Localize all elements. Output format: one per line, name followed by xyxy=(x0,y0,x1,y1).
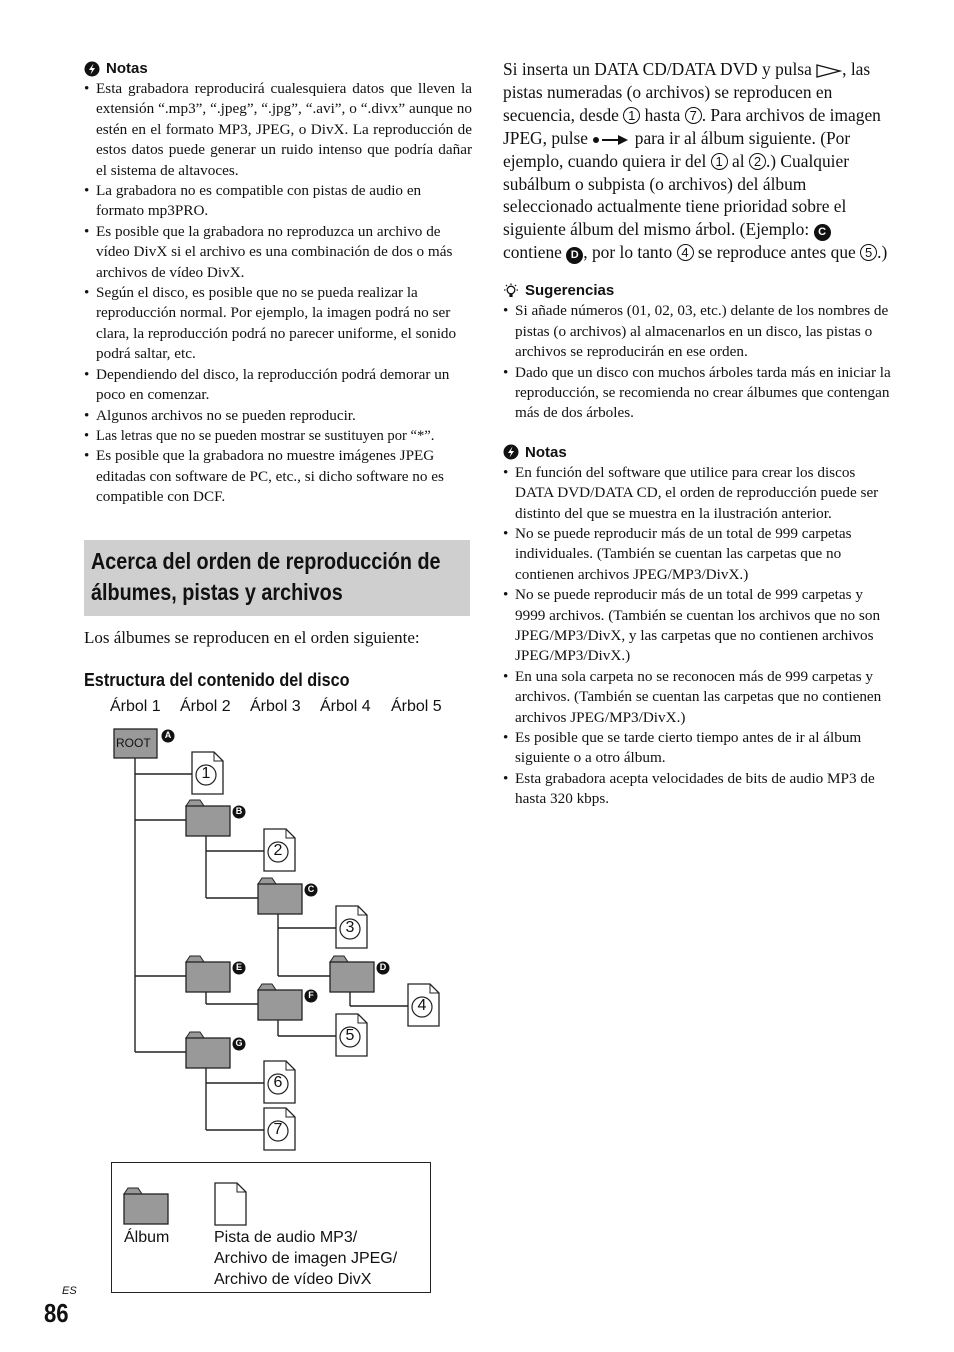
track-ref-2: 2 xyxy=(749,153,766,170)
album-letter-d: D xyxy=(379,962,387,972)
list-item: • Dado que un disco con muchos árboles tarda más en iniciar la reproducción, se recomienda no crear álbumes que contengan más de dos árboles. xyxy=(503,363,891,424)
album-letter-a: A xyxy=(164,730,172,740)
legend-album-label: Álbum xyxy=(124,1229,170,1246)
list-item: • En una sola carpeta no se reconocen más de 999 carpetas y archivos. (También se cuentan las carpetas que no contienen archivos JPEG/MP3/DivX.) xyxy=(503,667,891,728)
list-item: • Dependiendo del disco, la reproducción podrá demorar un poco en comenzar. xyxy=(84,365,472,406)
album-letter-b: B xyxy=(235,806,243,816)
list-item: • Es posible que la grabadora no reproduzca un archivo de vídeo DivX si el archivo es una combinación de dos o más archivos de vídeo DivX. xyxy=(84,222,472,283)
tree-label-3: Árbol 3 xyxy=(250,698,301,715)
track-number-4: 4 xyxy=(417,997,427,1014)
next-album-icon xyxy=(592,134,630,146)
list-item: • Las letras que no se pueden mostrar se sustituyen por “*”. xyxy=(84,426,472,446)
tree-label-2: Árbol 2 xyxy=(180,698,231,715)
track-number-3: 3 xyxy=(345,919,355,936)
list-item: • Es posible que la grabadora no muestre imágenes JPEG editadas con software de PC, etc., si dicho software no es compatible con DCF. xyxy=(84,446,472,507)
list-item: • No se puede reproducir más de un total de 999 carpetas y 9999 archivos. (También se cuentan los archivos que no son JPEG/MP3/DivX, y las carpetas que no contienen archivos JPEG/MP3/DivX.) xyxy=(503,585,891,667)
list-item: • Es posible que se tarde cierto tiempo antes de ir al álbum siguiente o a otro álbum. xyxy=(503,728,891,769)
album-folder-b xyxy=(186,800,230,836)
tree-label-4: Árbol 4 xyxy=(320,698,371,715)
album-folder-g xyxy=(186,1032,230,1068)
track-ref-1: 1 xyxy=(623,107,640,124)
list-item: • Si añade números (01, 02, 03, etc.) delante de los nombres de pistas (o archivos) al almacenarlos en un disco, las pistas o archivos se reproducirán en ese orden. xyxy=(503,301,891,362)
legend-track-label: Pista de audio MP3/ Archivo de imagen JPEG/ Archivo de vídeo DivX xyxy=(214,1229,398,1288)
track-ref-7: 7 xyxy=(685,107,702,124)
list-item: • La grabadora no es compatible con pistas de audio en formato mp3PRO. xyxy=(84,181,472,222)
tips-list xyxy=(503,301,891,423)
tree-label-1: Árbol 1 xyxy=(110,698,161,715)
album-letter-g: G xyxy=(235,1038,243,1048)
album-ref-c: C xyxy=(814,224,831,241)
list-item: • No se puede reproducir más de un total de 999 carpetas individuales. (También se cuentan las carpetas que no contienen archivos JPEG/MP3/DivX.) xyxy=(503,524,891,585)
track-ref-1b: 1 xyxy=(711,153,728,170)
right-column xyxy=(503,58,891,810)
lightbulb-icon xyxy=(503,283,519,299)
playback-order-paragraph: Si inserta un DATA CD/DATA DVD y pulsa , las pistas numeradas (o archivos) se reproducen en secuencia, desde 1 hasta 7 . Para archivos de imagen JPEG, pulse para ir al álbum siguiente. (Por ejemplo, cuando quiera ir del 1 al 2 .) Cualquier subálbum o subpista (o archivos) del álbum seleccionado actualmente tiene prioridad sobre el siguiente álbum del mismo árbol. (Ejemplo: C contiene D , por lo tanto 4 se reproduce antes que 5 .) xyxy=(503,59,888,263)
page-language: ES xyxy=(62,1285,77,1297)
track-ref-5: 5 xyxy=(860,244,877,261)
play-icon xyxy=(816,64,842,78)
track-number-1: 1 xyxy=(201,765,211,782)
track-number-2: 2 xyxy=(273,842,283,859)
album-ref-d: D xyxy=(566,247,583,264)
structure-title: Estructura del contenido del disco xyxy=(84,670,350,690)
track-ref-4: 4 xyxy=(677,244,694,261)
track-number-7: 7 xyxy=(273,1121,283,1138)
right-notes-heading: Notas xyxy=(503,444,891,461)
section-title: Acerca del orden de reproducción de álbumes, pistas y archivos xyxy=(91,548,441,605)
list-item: • Según el disco, es posible que no se pueda realizar la reproducción normal. Por ejemplo, la imagen podrá no ser clara, la reproducción podrá no parecer uniforme, el sonido podrá saltar, etc. xyxy=(84,283,472,365)
track-number-5: 5 xyxy=(345,1027,355,1044)
page-number: 86 xyxy=(44,1298,69,1328)
album-letter-e: E xyxy=(235,962,242,972)
album-letter-c: C xyxy=(307,884,315,894)
notes-icon xyxy=(503,444,519,460)
list-item: • Esta grabadora acepta velocidades de bits de audio MP3 de hasta 320 kbps. xyxy=(503,769,891,810)
album-folder-f xyxy=(258,984,302,1020)
list-item: • En función del software que utilice para crear los discos DATA DVD/DATA CD, el orden de reproducción puede ser distinto del que se muestra en la ilustración anterior. xyxy=(503,463,891,524)
album-folder-e xyxy=(186,956,230,992)
album-folder-c xyxy=(258,878,302,914)
right-notes-list xyxy=(503,463,891,810)
notes-heading: Notas xyxy=(84,60,472,77)
track-number-6: 6 xyxy=(273,1074,283,1091)
intro-text: Los álbumes se reproducen en el orden siguiente: xyxy=(84,628,420,647)
tree-label-5: Árbol 5 xyxy=(391,698,442,715)
list-item: • Algunos archivos no se pueden reproducir. xyxy=(84,406,472,426)
tips-heading: Sugerencias xyxy=(503,282,891,299)
root-label: ROOT xyxy=(116,736,151,750)
list-item: • Esta grabadora reproducirá cualesquiera datos que lleven la extensión “.mp3”, “.jpeg”, “.jpg”, “.avi”, o “.divx” aunque no estén en el formato MP3, JPEG, o DivX. La reproducción de estos datos puede generar un ruido intenso que podría dañar el sistema de altavoces. xyxy=(84,79,472,181)
album-folder-d xyxy=(330,956,374,992)
album-letter-f: F xyxy=(308,990,314,1000)
